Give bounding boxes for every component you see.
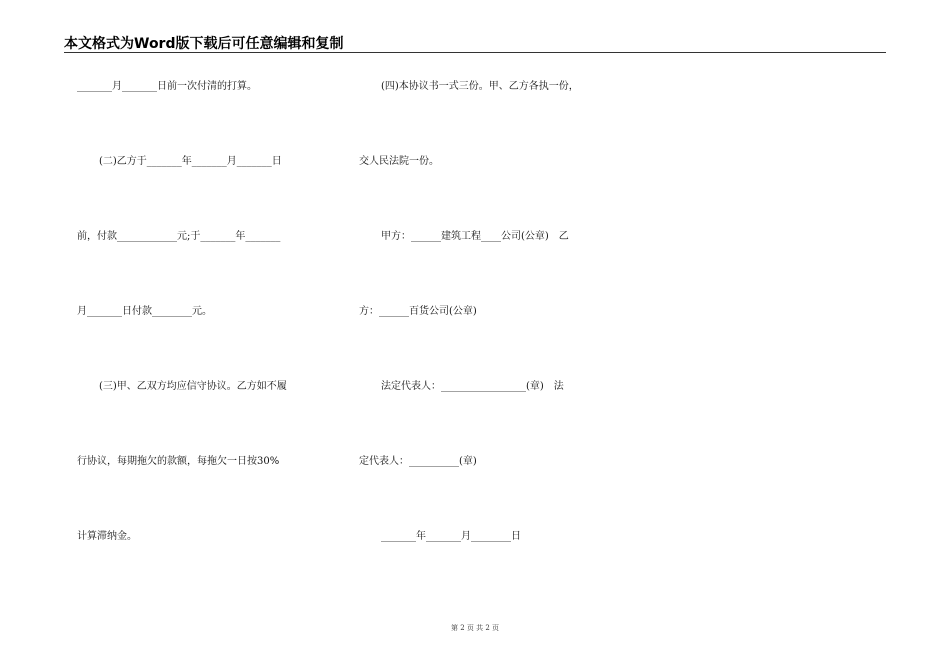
right-line-1: (四)本协议书一式三份。甲、乙方各执一份， [381,81,579,92]
left-line-5: (三)甲、乙双方均应信守协议。乙方如不履 [99,381,287,392]
right-line-3: 甲方：______建筑工程____公司(公章) 乙 [381,231,569,242]
left-line-3: 前，付款____________元;于_______年_______ [77,231,281,242]
left-line-2: (二)乙方于_______年_______月_______日 [99,156,282,167]
right-line-6: 定代表人：__________(章) [359,456,477,467]
left-line-7: 计算滞纳金。 [77,531,137,542]
right-line-2: 交人民法院一份。 [359,156,439,167]
left-line-6: 行协议，每期拖欠的款额，每拖欠一日按30% [77,456,280,467]
left-line-1: _______月_______日前一次付清的打算。 [77,81,257,92]
header-divider [64,52,886,53]
right-line-5: 法定代表人：_________________(章) 法 [381,381,564,392]
right-line-4: 方：______百货公司(公章) [359,306,477,317]
right-line-7: _______年_______月________日 [381,531,521,542]
page-number-footer: 第 2 页 共 2 页 [450,624,500,632]
left-line-4: 月_______日付款________元。 [77,306,212,317]
document-header-title: 本文格式为Word版下载后可任意编辑和复制 [64,36,344,52]
